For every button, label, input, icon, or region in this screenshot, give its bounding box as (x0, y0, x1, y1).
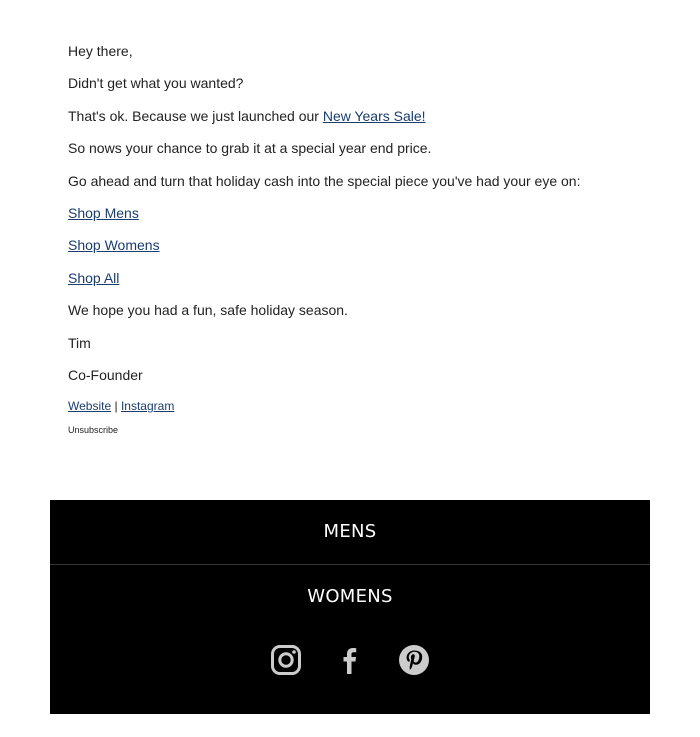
shop-all-row (68, 268, 648, 288)
sale-announcement (68, 106, 648, 126)
email-body (68, 41, 648, 450)
unsubscribe-row (68, 423, 648, 437)
footer-mens-link[interactable]: MENS (323, 521, 377, 542)
new-years-sale-link[interactable]: New Years Sale! (322, 107, 426, 124)
facebook-icon[interactable] (333, 643, 367, 677)
closing-text: We hope you had a fun, safe holiday season. (68, 302, 348, 319)
pinterest-icon[interactable] (397, 643, 431, 677)
footer-womens-link[interactable]: WOMENS (307, 586, 393, 607)
signature-links (68, 397, 648, 415)
instagram-link[interactable]: Instagram (120, 399, 175, 414)
instagram-icon-svg (270, 644, 302, 676)
link-separator: | (114, 399, 118, 414)
shop-mens-link[interactable]: Shop Mens (68, 204, 139, 221)
chance-text: So nows your chance to grab it at a special year end price. (68, 140, 432, 157)
shop-all-link[interactable]: Shop All (68, 269, 120, 286)
greeting-text: Hey there, (68, 43, 133, 59)
pinterest-icon-svg (398, 644, 430, 676)
sale-announcement-prefix: That's ok. Because we just launched our (68, 107, 323, 124)
question-text: Didn't get what you wanted? (68, 75, 244, 92)
holiday-cash-text: Go ahead and turn that holiday cash into the special piece you've had your eye on: (68, 172, 581, 189)
shop-womens-link[interactable]: Shop Womens (68, 237, 160, 254)
signature-title: Co-Founder (68, 366, 143, 383)
website-link[interactable]: Website (68, 399, 112, 414)
signature-name: Tim (68, 334, 91, 351)
shop-mens-row (68, 203, 648, 223)
facebook-icon-svg (334, 644, 366, 676)
instagram-icon[interactable] (269, 643, 303, 677)
shop-womens-row (68, 235, 648, 255)
unsubscribe-link[interactable]: Unsubscribe (68, 425, 119, 436)
footer-banner (50, 500, 650, 714)
social-icons-row (50, 640, 650, 680)
